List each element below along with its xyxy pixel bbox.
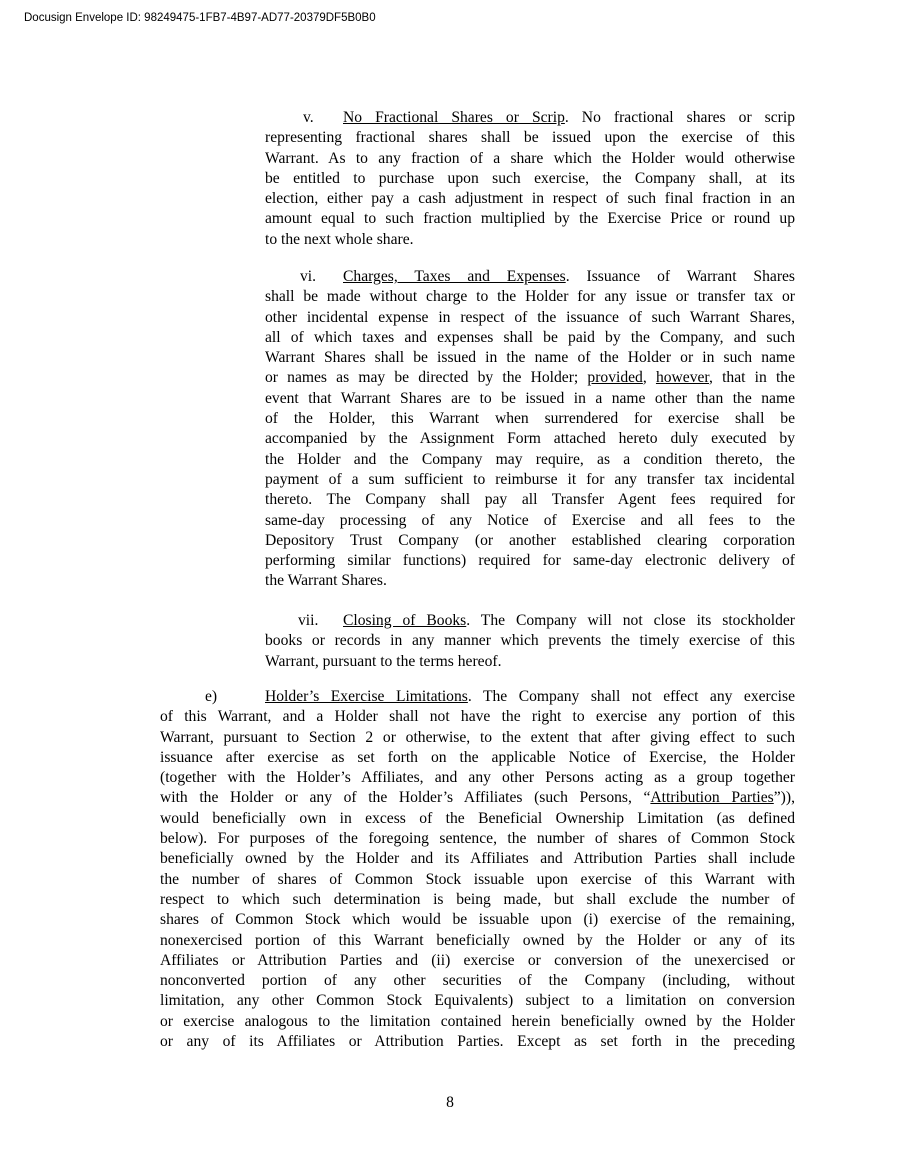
text-line <box>265 287 795 307</box>
text-run: would beneficially own in excess of the Beneficial Ownership Limitation (as defined <box>160 809 795 827</box>
text-run: representing fractional shares shall be issued upon the exercise of this <box>265 129 795 147</box>
text-line <box>160 788 795 808</box>
section-number: e) <box>205 688 218 705</box>
section-heading-line <box>303 108 795 128</box>
text-line <box>265 209 795 229</box>
section-v <box>265 108 795 250</box>
text-run: below). For purposes of the foregoing sentence, the number of shares of Common Stock <box>160 830 795 848</box>
text-run: ”)), <box>773 789 795 807</box>
text-line <box>265 189 795 209</box>
underlined-term: No Fractional Shares or Scrip <box>343 109 565 126</box>
text-line <box>265 308 795 328</box>
text-line <box>160 910 795 930</box>
envelope-id: Docusign Envelope ID: 98249475-1FB7-4B97-AD77-20379DF5B0B0 <box>24 12 376 24</box>
text-run: . No fractional shares or scrip <box>564 109 795 126</box>
text-line <box>160 768 795 788</box>
text-run: performing similar functions) required for same-day electronic delivery of <box>265 552 795 570</box>
text-line <box>265 429 795 449</box>
text-line <box>160 991 795 1011</box>
text-run: Warrant, pursuant to the terms hereof. <box>265 652 502 670</box>
text-line <box>265 368 795 388</box>
text-run: to the next whole share. <box>265 230 414 248</box>
text-run: (together with the Holder’s Affiliates, and any other Persons acting as a group together <box>160 769 795 787</box>
text-run: the Holder and the Company may require, as a condition thereto, the <box>265 450 795 468</box>
text-line <box>160 931 795 951</box>
underlined-term: Closing of Books <box>343 612 467 629</box>
text-line <box>160 809 795 829</box>
text-line <box>265 389 795 409</box>
section-number: vii. <box>298 612 319 629</box>
text-line <box>265 450 795 470</box>
text-run: shares of Common Stock which would be issuable upon (i) exercise of the remaining, <box>160 911 795 929</box>
text-line <box>160 971 795 991</box>
text-run: , that in the <box>709 369 795 387</box>
text-run: the number of shares of Common Stock issuable upon exercise of this Warrant with <box>160 870 795 888</box>
text-line <box>265 631 795 651</box>
text-run: Warrant. As to any fraction of a share which the Holder would otherwise <box>265 149 795 167</box>
text-line <box>265 409 795 429</box>
text-run: or exercise analogous to the limitation contained herein beneficially owned by the Holder <box>160 1012 795 1030</box>
text-line <box>160 849 795 869</box>
section-number: v. <box>303 109 314 126</box>
text-line <box>160 951 795 971</box>
text-run: beneficially owned by the Holder and its Affiliates and Attribution Parties shall include <box>160 850 795 868</box>
text-line <box>160 890 795 910</box>
text-run: Warrant Shares shall be issued in the name of the Holder or in such name <box>265 349 795 367</box>
text-line <box>160 748 795 768</box>
text-line <box>265 531 795 551</box>
text-run: same-day processing of any Notice of Exercise and all fees to the <box>265 511 795 529</box>
text-run: the Warrant Shares. <box>265 572 387 590</box>
text-line <box>265 490 795 510</box>
text-run: books or records in any manner which prevents the timely exercise of this <box>265 632 795 650</box>
text-line <box>160 728 795 748</box>
text-line <box>160 829 795 849</box>
text-run: nonconverted portion of any other securities of the Company (including, without <box>160 972 795 990</box>
text-run: , <box>642 369 656 387</box>
text-run: payment of a sum sufficient to reimburse it for any transfer tax incidental <box>265 470 795 488</box>
text-run: . The Company will not close its stockholder <box>466 612 796 629</box>
text-line <box>265 149 795 169</box>
section-vii <box>265 611 795 672</box>
underlined-term: Attribution Parties <box>650 789 774 807</box>
text-line <box>160 707 795 727</box>
text-run: . The Company shall not effect any exercise <box>467 688 795 705</box>
text-line <box>265 348 795 368</box>
text-run: Depository Trust Company (or another established clearing corporation <box>265 531 795 549</box>
text-run: . Issuance of Warrant Shares <box>565 268 795 285</box>
section-number: vi. <box>300 268 317 285</box>
text-line <box>265 328 795 348</box>
text-run: election, either pay a cash adjustment in respect of such final fraction in an <box>265 190 795 208</box>
text-run: thereto. The Company shall pay all Transfer Agent fees required for <box>265 491 795 509</box>
section-vi <box>265 267 795 592</box>
text-run: with the Holder or any of the Holder’s Affiliates (such Persons, “ <box>160 789 651 807</box>
section-heading-line <box>300 267 795 287</box>
text-line <box>265 551 795 571</box>
text-line <box>160 1032 795 1052</box>
underlined-term: Charges, Taxes and Expenses <box>343 268 566 285</box>
text-run: or any of its Affiliates or Attribution Parties. Except as set forth in the preceding <box>160 1033 795 1051</box>
text-run: of the Holder, this Warrant when surrendered for exercise shall be <box>265 410 795 428</box>
section-heading-line <box>205 687 795 707</box>
text-run: event that Warrant Shares are to be issued in a name other than the name <box>265 389 795 407</box>
text-line <box>265 169 795 189</box>
text-run: Affiliates or Attribution Parties and (ii) exercise or conversion of the unexercised or <box>160 951 795 969</box>
text-run: respect to which such determination is being made, but shall exclude the number of <box>160 890 795 908</box>
text-run: all of which taxes and expenses shall be paid by the Company, and such <box>265 328 795 346</box>
underlined-term: provided <box>587 369 643 387</box>
text-run: nonexercised portion of this Warrant beneficially owned by the Holder or any of its <box>160 931 795 949</box>
text-line <box>265 511 795 531</box>
text-run: issuance after exercise as set forth on the applicable Notice of Exercise, the Holder <box>160 748 795 766</box>
text-line <box>265 571 795 591</box>
text-run: amount equal to such fraction multiplied by the Exercise Price or round up <box>265 210 795 228</box>
text-run: of this Warrant, and a Holder shall not have the right to exercise any portion of this <box>160 708 795 726</box>
text-run: accompanied by the Assignment Form attached hereto duly executed by <box>265 430 795 448</box>
text-line <box>265 470 795 490</box>
page-number: 8 <box>446 1094 454 1111</box>
text-line <box>265 230 795 250</box>
text-run: Warrant, pursuant to Section 2 or otherwise, to the extent that after giving effect to such <box>160 728 795 746</box>
text-run: or names as may be directed by the Holder; <box>265 369 588 387</box>
text-run: other incidental expense in respect of the issuance of such Warrant Shares, <box>265 308 795 326</box>
text-line <box>265 128 795 148</box>
text-run: be entitled to purchase upon such exercise, the Company shall, at its <box>265 169 795 187</box>
underlined-term: Holder’s Exercise Limitations <box>265 688 468 705</box>
text-run: shall be made without charge to the Holder for any issue or transfer tax or <box>265 288 795 306</box>
section-heading-line <box>298 611 796 631</box>
text-run: limitation, any other Common Stock Equivalents) subject to a limitation on conversion <box>160 992 795 1010</box>
underlined-term: however <box>655 369 710 387</box>
text-line <box>265 652 795 672</box>
section-e <box>160 687 795 1052</box>
text-line <box>160 870 795 890</box>
text-line <box>160 1012 795 1032</box>
